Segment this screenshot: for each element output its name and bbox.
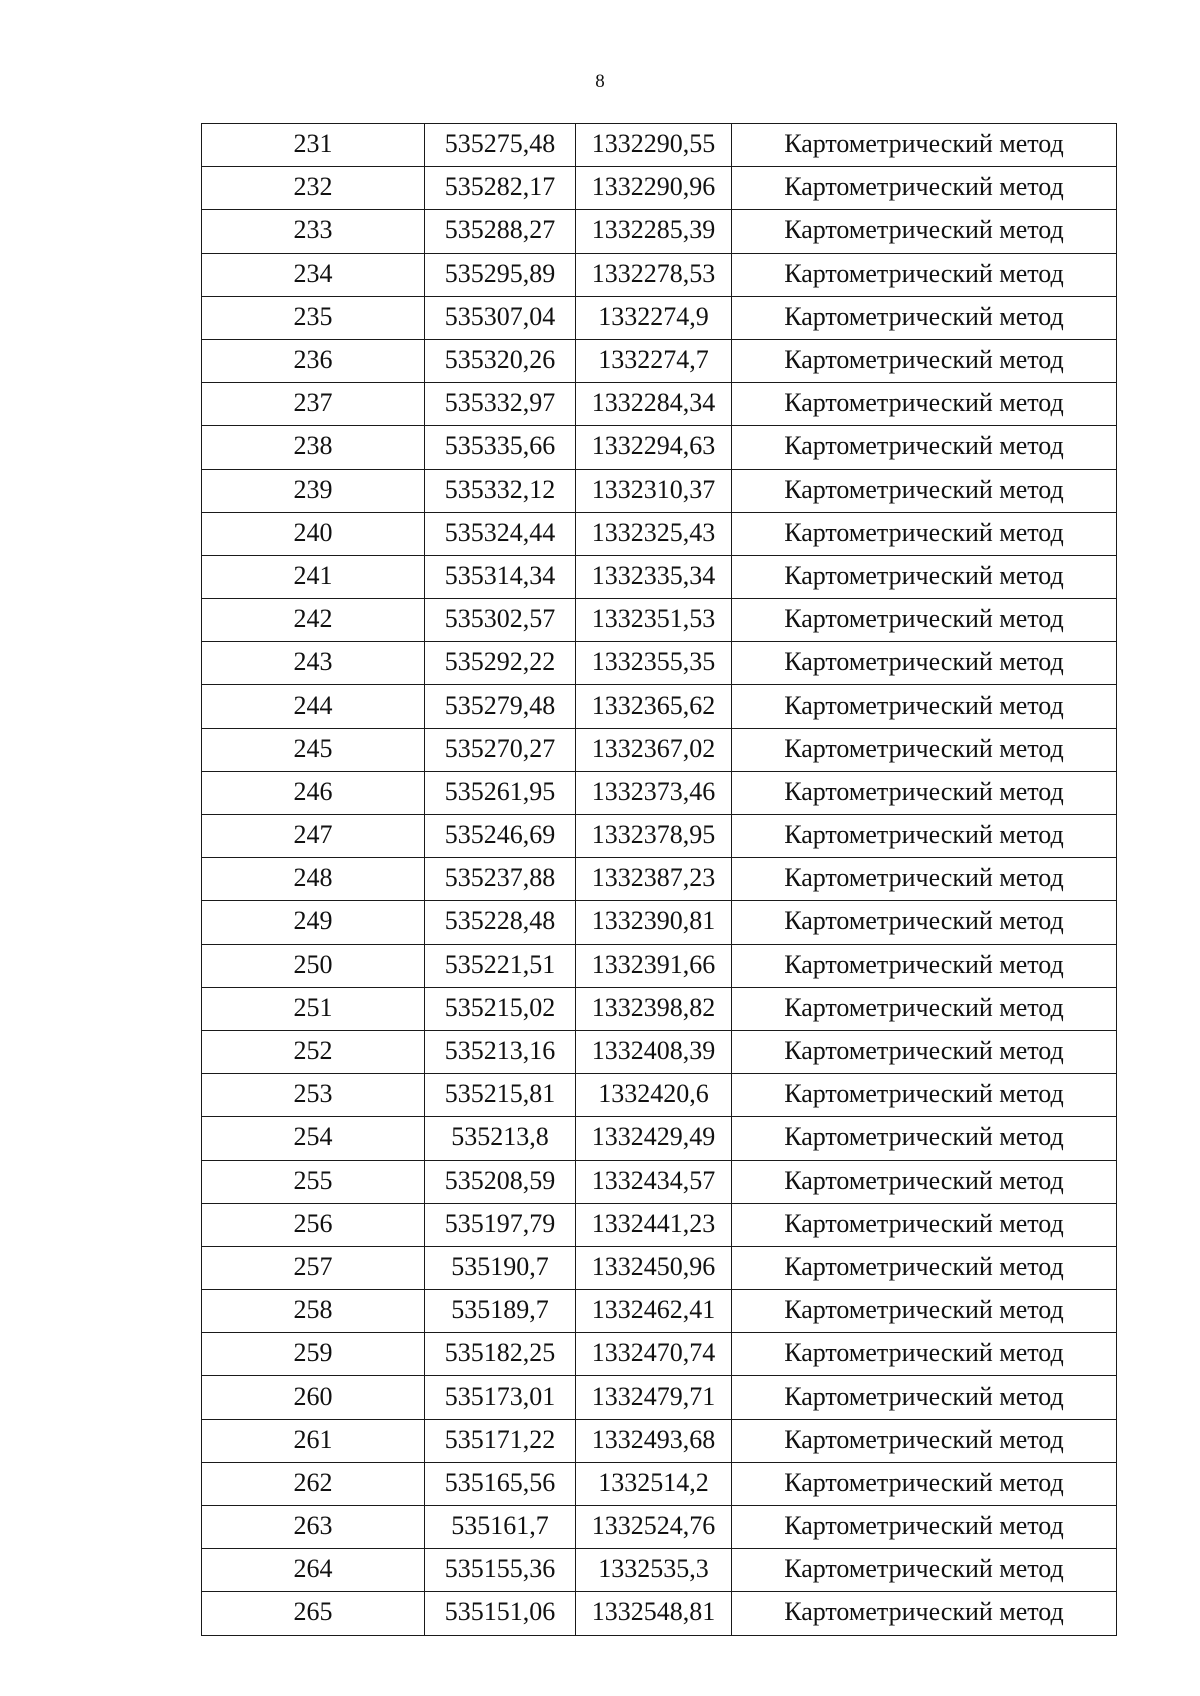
- x-coordinate-cell: 535161,7: [425, 1506, 576, 1549]
- y-coordinate-cell: 1332290,96: [576, 167, 732, 210]
- method-cell: Картометрический метод: [732, 987, 1117, 1030]
- point-number-cell: 261: [202, 1419, 425, 1462]
- y-coordinate-cell: 1332325,43: [576, 512, 732, 555]
- point-number-cell: 257: [202, 1246, 425, 1289]
- table-row: [202, 858, 1117, 901]
- method-cell: Картометрический метод: [732, 1333, 1117, 1376]
- method-cell: Картометрический метод: [732, 469, 1117, 512]
- table-row: [202, 599, 1117, 642]
- method-cell: Картометрический метод: [732, 1592, 1117, 1635]
- method-cell: Картометрический метод: [732, 728, 1117, 771]
- table-row: [202, 1290, 1117, 1333]
- point-number-cell: 247: [202, 815, 425, 858]
- x-coordinate-cell: 535279,48: [425, 685, 576, 728]
- table-row: [202, 383, 1117, 426]
- method-cell: Картометрический метод: [732, 858, 1117, 901]
- method-cell: Картометрический метод: [732, 1203, 1117, 1246]
- y-coordinate-cell: 1332274,7: [576, 339, 732, 382]
- y-coordinate-cell: 1332429,49: [576, 1117, 732, 1160]
- y-coordinate-cell: 1332420,6: [576, 1074, 732, 1117]
- coordinates-table-body: [202, 124, 1117, 1636]
- method-cell: Картометрический метод: [732, 555, 1117, 598]
- y-coordinate-cell: 1332355,35: [576, 642, 732, 685]
- method-cell: Картометрический метод: [732, 339, 1117, 382]
- x-coordinate-cell: 535221,51: [425, 944, 576, 987]
- table-row: [202, 512, 1117, 555]
- y-coordinate-cell: 1332290,55: [576, 124, 732, 167]
- y-coordinate-cell: 1332479,71: [576, 1376, 732, 1419]
- point-number-cell: 242: [202, 599, 425, 642]
- method-cell: Картометрический метод: [732, 1506, 1117, 1549]
- point-number-cell: 241: [202, 555, 425, 598]
- y-coordinate-cell: 1332367,02: [576, 728, 732, 771]
- method-cell: Картометрический метод: [732, 512, 1117, 555]
- x-coordinate-cell: 535208,59: [425, 1160, 576, 1203]
- x-coordinate-cell: 535270,27: [425, 728, 576, 771]
- x-coordinate-cell: 535228,48: [425, 901, 576, 944]
- point-number-cell: 252: [202, 1030, 425, 1073]
- point-number-cell: 232: [202, 167, 425, 210]
- y-coordinate-cell: 1332391,66: [576, 944, 732, 987]
- table-row: [202, 944, 1117, 987]
- table-row: [202, 1549, 1117, 1592]
- x-coordinate-cell: 535165,56: [425, 1462, 576, 1505]
- table-row: [202, 1506, 1117, 1549]
- point-number-cell: 260: [202, 1376, 425, 1419]
- method-cell: Картометрический метод: [732, 1419, 1117, 1462]
- y-coordinate-cell: 1332390,81: [576, 901, 732, 944]
- y-coordinate-cell: 1332285,39: [576, 210, 732, 253]
- table-row: [202, 685, 1117, 728]
- x-coordinate-cell: 535314,34: [425, 555, 576, 598]
- point-number-cell: 243: [202, 642, 425, 685]
- y-coordinate-cell: 1332548,81: [576, 1592, 732, 1635]
- x-coordinate-cell: 535182,25: [425, 1333, 576, 1376]
- x-coordinate-cell: 535307,04: [425, 296, 576, 339]
- method-cell: Картометрический метод: [732, 426, 1117, 469]
- table-row: [202, 901, 1117, 944]
- x-coordinate-cell: 535190,7: [425, 1246, 576, 1289]
- y-coordinate-cell: 1332373,46: [576, 771, 732, 814]
- method-cell: Картометрический метод: [732, 944, 1117, 987]
- table-row: [202, 987, 1117, 1030]
- x-coordinate-cell: 535335,66: [425, 426, 576, 469]
- x-coordinate-cell: 535189,7: [425, 1290, 576, 1333]
- x-coordinate-cell: 535213,16: [425, 1030, 576, 1073]
- table-row: [202, 296, 1117, 339]
- x-coordinate-cell: 535173,01: [425, 1376, 576, 1419]
- method-cell: Картометрический метод: [732, 642, 1117, 685]
- point-number-cell: 234: [202, 253, 425, 296]
- table-row: [202, 469, 1117, 512]
- point-number-cell: 264: [202, 1549, 425, 1592]
- method-cell: Картометрический метод: [732, 1376, 1117, 1419]
- y-coordinate-cell: 1332434,57: [576, 1160, 732, 1203]
- point-number-cell: 253: [202, 1074, 425, 1117]
- table-row: [202, 426, 1117, 469]
- method-cell: Картометрический метод: [732, 1117, 1117, 1160]
- x-coordinate-cell: 535151,06: [425, 1592, 576, 1635]
- point-number-cell: 255: [202, 1160, 425, 1203]
- x-coordinate-cell: 535324,44: [425, 512, 576, 555]
- method-cell: Картометрический метод: [732, 1549, 1117, 1592]
- method-cell: Картометрический метод: [732, 1074, 1117, 1117]
- method-cell: Картометрический метод: [732, 599, 1117, 642]
- point-number-cell: 240: [202, 512, 425, 555]
- y-coordinate-cell: 1332365,62: [576, 685, 732, 728]
- page-number: 8: [595, 71, 605, 92]
- method-cell: Картометрический метод: [732, 383, 1117, 426]
- point-number-cell: 238: [202, 426, 425, 469]
- x-coordinate-cell: 535295,89: [425, 253, 576, 296]
- point-number-cell: 259: [202, 1333, 425, 1376]
- point-number-cell: 248: [202, 858, 425, 901]
- x-coordinate-cell: 535302,57: [425, 599, 576, 642]
- x-coordinate-cell: 535275,48: [425, 124, 576, 167]
- point-number-cell: 254: [202, 1117, 425, 1160]
- point-number-cell: 256: [202, 1203, 425, 1246]
- point-number-cell: 246: [202, 771, 425, 814]
- table-row: [202, 167, 1117, 210]
- method-cell: Картометрический метод: [732, 296, 1117, 339]
- point-number-cell: 239: [202, 469, 425, 512]
- table-row: [202, 1160, 1117, 1203]
- point-number-cell: 231: [202, 124, 425, 167]
- table-row: [202, 1419, 1117, 1462]
- method-cell: Картометрический метод: [732, 815, 1117, 858]
- point-number-cell: 258: [202, 1290, 425, 1333]
- point-number-cell: 245: [202, 728, 425, 771]
- x-coordinate-cell: 535215,02: [425, 987, 576, 1030]
- method-cell: Картометрический метод: [732, 901, 1117, 944]
- table-row: [202, 210, 1117, 253]
- method-cell: Картометрический метод: [732, 1246, 1117, 1289]
- y-coordinate-cell: 1332408,39: [576, 1030, 732, 1073]
- point-number-cell: 263: [202, 1506, 425, 1549]
- y-coordinate-cell: 1332524,76: [576, 1506, 732, 1549]
- y-coordinate-cell: 1332514,2: [576, 1462, 732, 1505]
- method-cell: Картометрический метод: [732, 124, 1117, 167]
- x-coordinate-cell: 535171,22: [425, 1419, 576, 1462]
- x-coordinate-cell: 535332,97: [425, 383, 576, 426]
- table-row: [202, 815, 1117, 858]
- table-row: [202, 642, 1117, 685]
- y-coordinate-cell: 1332493,68: [576, 1419, 732, 1462]
- y-coordinate-cell: 1332310,37: [576, 469, 732, 512]
- table-row: [202, 1074, 1117, 1117]
- point-number-cell: 237: [202, 383, 425, 426]
- point-number-cell: 236: [202, 339, 425, 382]
- y-coordinate-cell: 1332387,23: [576, 858, 732, 901]
- x-coordinate-cell: 535332,12: [425, 469, 576, 512]
- method-cell: Картометрический метод: [732, 253, 1117, 296]
- x-coordinate-cell: 535261,95: [425, 771, 576, 814]
- method-cell: Картометрический метод: [732, 210, 1117, 253]
- point-number-cell: 262: [202, 1462, 425, 1505]
- y-coordinate-cell: 1332378,95: [576, 815, 732, 858]
- y-coordinate-cell: 1332294,63: [576, 426, 732, 469]
- point-number-cell: 251: [202, 987, 425, 1030]
- x-coordinate-cell: 535292,22: [425, 642, 576, 685]
- table-row: [202, 339, 1117, 382]
- x-coordinate-cell: 535246,69: [425, 815, 576, 858]
- y-coordinate-cell: 1332535,3: [576, 1549, 732, 1592]
- method-cell: Картометрический метод: [732, 1160, 1117, 1203]
- y-coordinate-cell: 1332274,9: [576, 296, 732, 339]
- y-coordinate-cell: 1332278,53: [576, 253, 732, 296]
- table-row: [202, 253, 1117, 296]
- method-cell: Картометрический метод: [732, 1462, 1117, 1505]
- x-coordinate-cell: 535282,17: [425, 167, 576, 210]
- table-row: [202, 1117, 1117, 1160]
- method-cell: Картометрический метод: [732, 1030, 1117, 1073]
- y-coordinate-cell: 1332441,23: [576, 1203, 732, 1246]
- method-cell: Картометрический метод: [732, 771, 1117, 814]
- table-row: [202, 1030, 1117, 1073]
- y-coordinate-cell: 1332470,74: [576, 1333, 732, 1376]
- coordinates-table: [201, 123, 1117, 1636]
- table-row: [202, 771, 1117, 814]
- table-row: [202, 124, 1117, 167]
- y-coordinate-cell: 1332462,41: [576, 1290, 732, 1333]
- y-coordinate-cell: 1332284,34: [576, 383, 732, 426]
- x-coordinate-cell: 535288,27: [425, 210, 576, 253]
- x-coordinate-cell: 535213,8: [425, 1117, 576, 1160]
- table-row: [202, 1462, 1117, 1505]
- x-coordinate-cell: 535155,36: [425, 1549, 576, 1592]
- point-number-cell: 244: [202, 685, 425, 728]
- x-coordinate-cell: 535320,26: [425, 339, 576, 382]
- table-row: [202, 555, 1117, 598]
- y-coordinate-cell: 1332335,34: [576, 555, 732, 598]
- table-row: [202, 1246, 1117, 1289]
- x-coordinate-cell: 535215,81: [425, 1074, 576, 1117]
- y-coordinate-cell: 1332351,53: [576, 599, 732, 642]
- table-row: [202, 1376, 1117, 1419]
- y-coordinate-cell: 1332450,96: [576, 1246, 732, 1289]
- table-row: [202, 1333, 1117, 1376]
- x-coordinate-cell: 535237,88: [425, 858, 576, 901]
- y-coordinate-cell: 1332398,82: [576, 987, 732, 1030]
- point-number-cell: 265: [202, 1592, 425, 1635]
- table-row: [202, 728, 1117, 771]
- point-number-cell: 233: [202, 210, 425, 253]
- x-coordinate-cell: 535197,79: [425, 1203, 576, 1246]
- method-cell: Картометрический метод: [732, 1290, 1117, 1333]
- table-row: [202, 1592, 1117, 1635]
- point-number-cell: 235: [202, 296, 425, 339]
- point-number-cell: 249: [202, 901, 425, 944]
- table-row: [202, 1203, 1117, 1246]
- point-number-cell: 250: [202, 944, 425, 987]
- method-cell: Картометрический метод: [732, 167, 1117, 210]
- method-cell: Картометрический метод: [732, 685, 1117, 728]
